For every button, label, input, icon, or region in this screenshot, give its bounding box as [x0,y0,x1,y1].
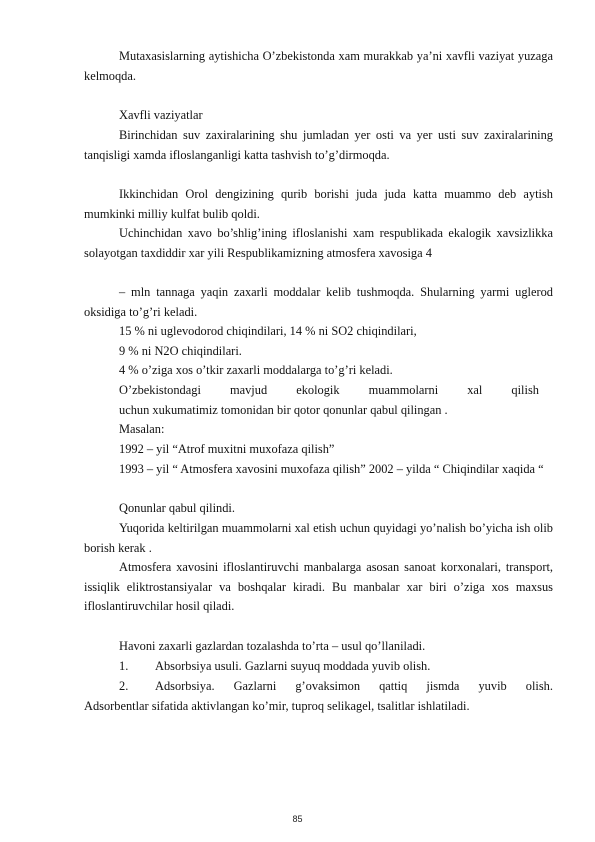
paragraph-6: – mln tannaga yaqin zaxarli moddalar kelib tushmoqda. Shularning yarmi uglerod oksidiga to’g’ri keladi. [84,285,553,319]
list-item [119,677,553,697]
paragraph-4: Ikkinchidan Orol dengizining qurib borishi juda juda katta muammo deb aytish mumkinki milliy kulfat bulib qoldi. [84,187,553,221]
list-text-line-1 [155,677,553,697]
paragraph-10-line-1 [119,381,553,401]
word: qattiq [379,679,408,693]
word: xal [467,383,483,397]
paragraph-12: 1992 – yil “Atrof muxitni muxofaza qilish” [119,442,335,456]
paragraph-7: 15 % ni uglevodorod chiqindilari, 14 % ni SO2 chiqindilari, [119,324,417,338]
paragraph-9: 4 % o’ziga xos o’tkir zaxarli moddalarga to’g’ri keladi. [119,363,393,377]
word: ekologik [296,383,340,397]
word: jismda [426,679,460,693]
word: qilish [511,383,539,397]
list-text: Absorbsiya usuli. Gazlarni suyuq moddada yuvib olish. [155,659,431,673]
word: Gazlarni [233,679,277,693]
word: O’zbekistondagi [119,383,201,397]
list-item [119,657,553,677]
paragraph-8: 9 % ni N2O chiqindilari. [119,344,242,358]
paragraph-11: Masalan: [119,422,165,436]
word: yuvib [478,679,507,693]
paragraph-10-line-2: uchun xukumatimiz tomonidan bir qotor qonunlar qabul qilingan . [119,403,448,417]
paragraph-13: 1993 – yil “ Atmosfera xavosini muxofaza qilish” 2002 – yilda “ Chiqindilar xaqida “ [119,462,544,476]
list-number: 1. [119,659,129,673]
page-number: 85 [292,814,303,824]
word: Adsorbsiya. [155,679,215,693]
paragraph-2: Xavfli vaziyatlar [119,108,203,122]
paragraph-16: Atmosfera xavosini ifloslantiruvchi manbalarga asosan sanoat korxonalari, transport, issiqlik eliktrostansiyalar va boshqalar kiradi. Bu manbalar xar biri o’ziga xos maxsus ifloslantiruvchilar hosil qiladi. [84,560,553,614]
word: olish. [525,679,553,693]
paragraph-1: Mutaxasislarning aytishicha O’zbekistonda xam murakkab ya’ni xavfli vaziyat yuzaga kelmoqda. [84,49,553,83]
paragraph-15: Yuqorida keltirilgan muammolarni xal etish uchun quyidagi yo’nalish bo’yicha ish olib borish kerak . [84,521,553,555]
paragraph-17: Havoni zaxarli gazlardan tozalashda to’rta – usul qo’llaniladi. [119,639,426,653]
paragraph-3: Birinchidan suv zaxiralarining shu jumladan yer osti va yer usti suv zaxiralarining tanqisligi xamda ifloslanganligi katta tashvish to’g’dirmoqda. [84,128,553,162]
list-text-line-2: Adsorbentlar sifatida aktivlangan ko’mir, tuproq selikagel, tsalitlar ishlatiladi. [84,699,470,713]
word: muammolarni [368,383,439,397]
word: g’ovaksimon [295,679,361,693]
word: mavjud [229,383,268,397]
list-number: 2. [119,679,129,693]
paragraph-5: Uchinchidan xavo bo’shlig’ining ifloslanishi xam respublikada ekalogik xavsizlikka solayotgan taxdiddir xar yili Respublikamizning atmosfera xavosiga 4 [84,226,553,260]
paragraph-14: Qonunlar qabul qilindi. [119,501,235,515]
